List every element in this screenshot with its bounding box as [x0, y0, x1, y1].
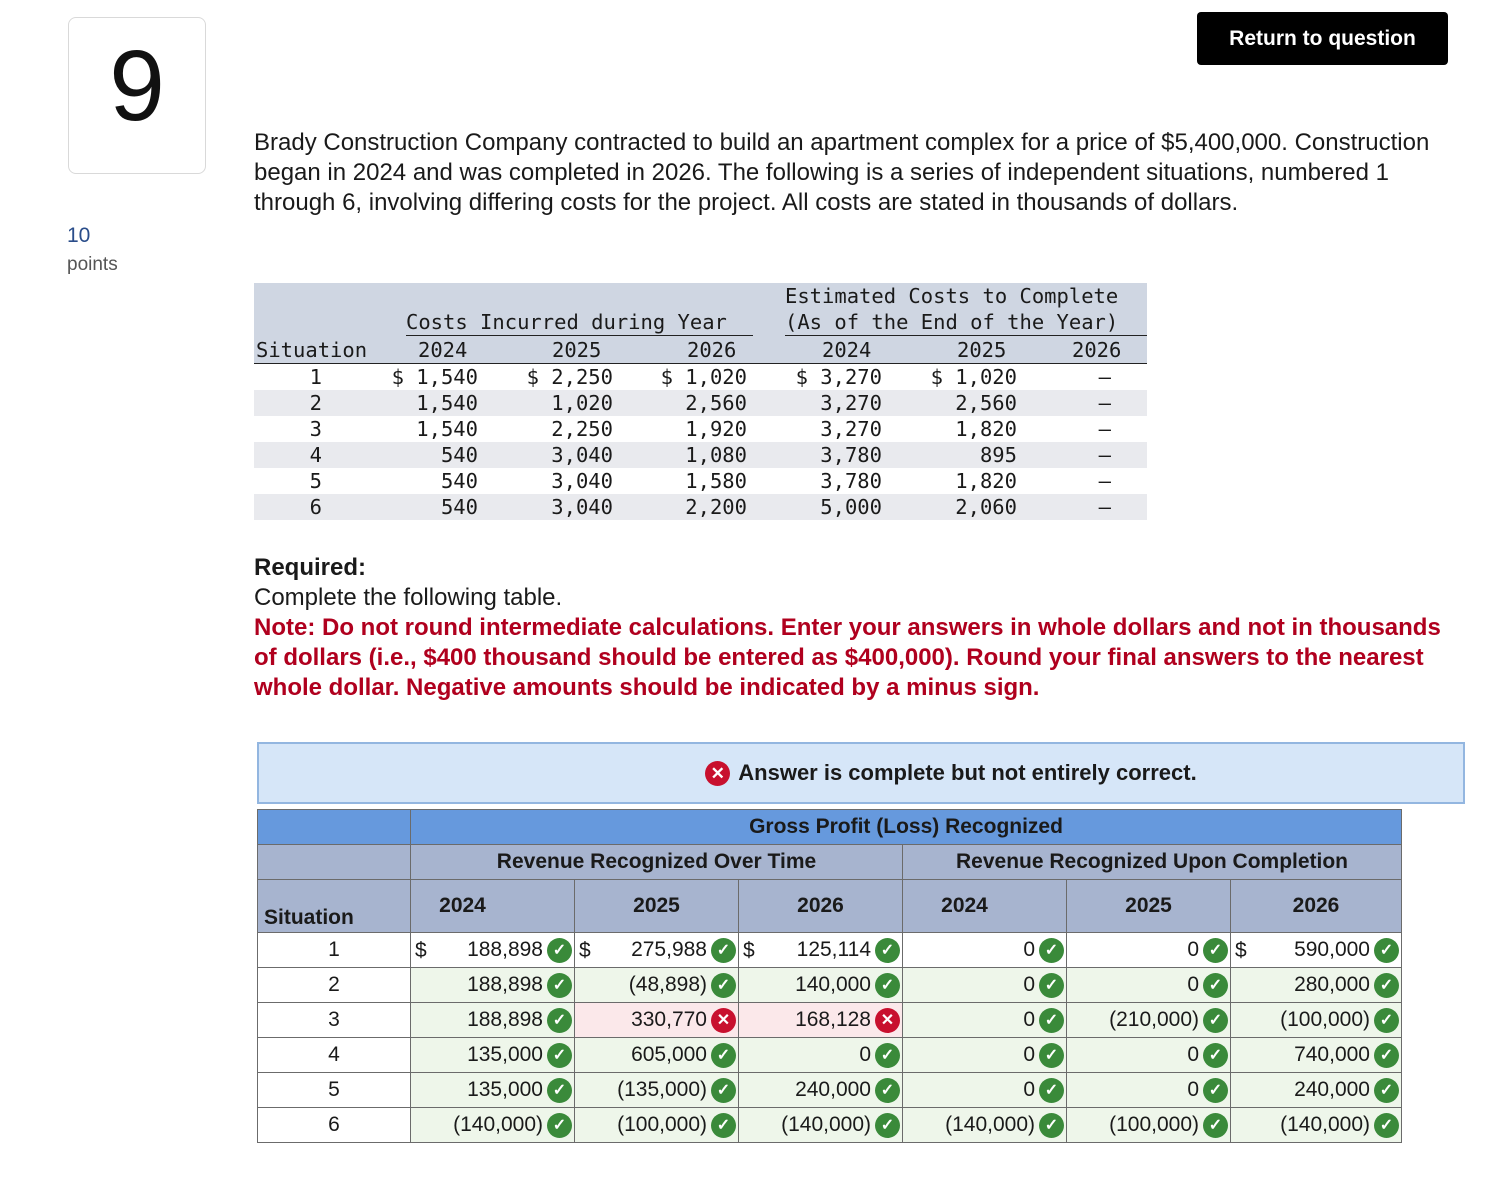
- table-row: [258, 968, 1402, 1003]
- check-circle-icon: ✓: [1374, 1113, 1399, 1138]
- cost-cell: 2,560: [685, 391, 747, 415]
- table-row: [258, 1073, 1402, 1108]
- answer-value: (100,000): [1280, 1008, 1370, 1031]
- answer-value: (140,000): [453, 1113, 543, 1136]
- check-circle-icon: ✓: [711, 973, 736, 998]
- question-number: 9: [109, 29, 165, 142]
- check-circle-icon: ✓: [547, 1113, 572, 1138]
- check-circle-icon: ✓: [875, 1113, 900, 1138]
- cost-cell: 3,270: [820, 391, 882, 415]
- answer-input-cell[interactable]: [1231, 968, 1402, 1003]
- answer-value: 740,000: [1294, 1043, 1370, 1066]
- cost-cell: $ 2,250: [526, 365, 613, 389]
- cost-cell: —: [1098, 495, 1111, 519]
- answer-input-cell[interactable]: [411, 1073, 575, 1108]
- answer-input-cell[interactable]: [1231, 933, 1402, 968]
- situation-number: 4: [309, 443, 322, 467]
- col-situation: Situation: [258, 880, 411, 933]
- answer-value: (100,000): [1109, 1113, 1199, 1136]
- answer-value: (48,898): [628, 973, 707, 996]
- col-year: 2026: [1072, 338, 1122, 362]
- cost-cell: 1,020: [551, 391, 613, 415]
- situation-cell: 3: [258, 1003, 411, 1038]
- answer-input-cell[interactable]: [903, 933, 1067, 968]
- answer-value: 590,000: [1294, 938, 1370, 961]
- answer-input-cell[interactable]: [1067, 1073, 1231, 1108]
- answer-input-cell[interactable]: [1067, 968, 1231, 1003]
- answer-value: 0: [1023, 938, 1035, 961]
- cost-table-header: [254, 283, 1147, 364]
- group-upon-completion: Revenue Recognized Upon Completion: [903, 845, 1402, 880]
- answer-input-cell[interactable]: [575, 1003, 739, 1038]
- answer-input-cell[interactable]: [411, 1038, 575, 1073]
- x-circle-icon: ✕: [875, 1008, 900, 1033]
- cost-cell: 540: [440, 495, 478, 519]
- points-value: 10: [67, 224, 91, 247]
- answer-table-title: Gross Profit (Loss) Recognized: [411, 810, 1402, 845]
- col-year: 2025: [552, 338, 602, 362]
- check-circle-icon: ✓: [547, 1043, 572, 1068]
- answer-table: [257, 809, 1402, 1143]
- answer-value: 0: [1187, 1043, 1199, 1066]
- dollar-sign: $: [743, 939, 755, 962]
- situation-cell: 5: [258, 1073, 411, 1108]
- check-circle-icon: ✓: [711, 1043, 736, 1068]
- group-estimated-costs-sub: (As of the End of the Year): [785, 310, 1119, 334]
- col-year: 2025: [575, 880, 739, 933]
- answer-value: 140,000: [795, 973, 871, 996]
- answer-input-cell[interactable]: [575, 1108, 739, 1143]
- answer-input-cell[interactable]: [1067, 1108, 1231, 1143]
- answer-input-cell[interactable]: [575, 933, 739, 968]
- required-section: [254, 553, 1444, 703]
- situation-number: 6: [309, 495, 322, 519]
- question-number-box: [68, 17, 206, 174]
- answer-input-cell[interactable]: [411, 968, 575, 1003]
- group-costs-incurred: Costs Incurred during Year: [406, 310, 727, 334]
- situation-cell: 6: [258, 1108, 411, 1143]
- answer-value: 0: [1187, 1078, 1199, 1101]
- situation-number: 5: [309, 469, 322, 493]
- answer-input-cell[interactable]: [411, 1108, 575, 1143]
- x-circle-icon: ✕: [711, 1008, 736, 1033]
- answer-input-cell[interactable]: [1231, 1003, 1402, 1038]
- answer-input-cell[interactable]: [1231, 1038, 1402, 1073]
- answer-input-cell[interactable]: [739, 1073, 903, 1108]
- cost-cell: —: [1098, 469, 1111, 493]
- check-circle-icon: ✓: [547, 938, 572, 963]
- cost-cell: 3,780: [820, 469, 882, 493]
- cost-cell: 1,820: [955, 417, 1017, 441]
- check-circle-icon: ✓: [1039, 1008, 1064, 1033]
- cost-cell: $ 3,270: [795, 365, 882, 389]
- situation-cell: 4: [258, 1038, 411, 1073]
- answer-value: 188,898: [467, 938, 543, 961]
- situation-number: 1: [309, 365, 322, 389]
- col-year: 2024: [903, 880, 1067, 933]
- dollar-sign: $: [579, 939, 591, 962]
- cost-cell: —: [1098, 417, 1111, 441]
- group-estimated-costs: Estimated Costs to Complete: [785, 284, 1119, 308]
- cost-cell: 2,250: [551, 417, 613, 441]
- answer-input-cell[interactable]: [903, 1003, 1067, 1038]
- table-row: [258, 933, 1402, 968]
- table-row: [258, 1003, 1402, 1038]
- cost-cell: 1,820: [955, 469, 1017, 493]
- cost-cell: 1,540: [416, 391, 478, 415]
- x-circle-icon: ✕: [705, 761, 730, 786]
- cost-data-table: [254, 283, 1147, 520]
- cost-cell: 5,000: [820, 495, 882, 519]
- check-circle-icon: ✓: [1203, 1113, 1228, 1138]
- cost-cell: 540: [440, 469, 478, 493]
- answer-input-cell[interactable]: [739, 968, 903, 1003]
- answer-value: (210,000): [1109, 1008, 1199, 1031]
- cost-table-row: [254, 468, 1147, 494]
- answer-value: (140,000): [781, 1113, 871, 1136]
- required-text: Complete the following table.: [254, 584, 563, 611]
- table-row: [258, 1038, 1402, 1073]
- answer-value: 240,000: [795, 1078, 871, 1101]
- check-circle-icon: ✓: [711, 938, 736, 963]
- required-note: Note: Do not round intermediate calculations. Enter your answers in whole dollars and not in thousands of dollars (i.e., $400 thousand should be entered as $400,000). Round your final answers to the nearest whole dollar. Negative amounts should be indicated by a minus sign.: [254, 614, 1441, 701]
- check-circle-icon: ✓: [1039, 1043, 1064, 1068]
- cost-table-row: [254, 494, 1147, 520]
- cost-table-row: [254, 364, 1147, 390]
- answer-input-cell[interactable]: [1067, 1003, 1231, 1038]
- situation-cell: 2: [258, 968, 411, 1003]
- answer-input-cell[interactable]: [1067, 933, 1231, 968]
- check-circle-icon: ✓: [547, 973, 572, 998]
- cost-cell: —: [1098, 365, 1111, 389]
- cost-cell: 3,780: [820, 443, 882, 467]
- answer-status-text: Answer is complete but not entirely correct.: [738, 760, 1197, 785]
- check-circle-icon: ✓: [1203, 1043, 1228, 1068]
- question-intro: Brady Construction Company contracted to build an apartment complex for a price of $5,400,000. Construction began in 2024 and was completed in 2026. The following is a series of independent situations, numbered 1 through 6, involving differing costs for the project. All costs are stated in thousands of dollars.: [254, 129, 1430, 216]
- answer-input-cell[interactable]: [903, 1073, 1067, 1108]
- answer-value: (140,000): [1280, 1113, 1370, 1136]
- check-circle-icon: ✓: [1039, 1113, 1064, 1138]
- check-circle-icon: ✓: [1374, 1078, 1399, 1103]
- answer-input-cell[interactable]: [1231, 1108, 1402, 1143]
- answer-value: 605,000: [631, 1043, 707, 1066]
- check-circle-icon: ✓: [875, 973, 900, 998]
- cost-cell: 1,580: [685, 469, 747, 493]
- required-title: Required:: [254, 554, 367, 581]
- answer-value: 188,898: [467, 973, 543, 996]
- check-circle-icon: ✓: [1374, 1008, 1399, 1033]
- cost-cell: 2,060: [955, 495, 1017, 519]
- answer-input-cell[interactable]: [739, 1038, 903, 1073]
- cost-cell: 2,200: [685, 495, 747, 519]
- cost-cell: 3,040: [551, 443, 613, 467]
- check-circle-icon: ✓: [547, 1078, 572, 1103]
- answer-value: 275,988: [631, 938, 707, 961]
- answer-input-cell[interactable]: [411, 1003, 575, 1038]
- answer-input-cell[interactable]: [1067, 1038, 1231, 1073]
- check-circle-icon: ✓: [711, 1078, 736, 1103]
- check-circle-icon: ✓: [1039, 973, 1064, 998]
- check-circle-icon: ✓: [875, 1078, 900, 1103]
- answer-value: 240,000: [1294, 1078, 1370, 1101]
- check-circle-icon: ✓: [875, 938, 900, 963]
- cost-cell: 540: [440, 443, 478, 467]
- answer-value: (140,000): [945, 1113, 1035, 1136]
- cost-cell: 3,040: [551, 495, 613, 519]
- answer-value: 125,114: [796, 938, 871, 961]
- answer-value: 135,000: [467, 1043, 543, 1066]
- answer-input-cell[interactable]: [575, 1073, 739, 1108]
- answer-value: 188,898: [467, 1008, 543, 1031]
- answer-input-cell[interactable]: [903, 968, 1067, 1003]
- answer-input-cell[interactable]: [903, 1108, 1067, 1143]
- check-circle-icon: ✓: [875, 1043, 900, 1068]
- col-year: 2024: [411, 880, 575, 933]
- col-year: 2026: [1231, 880, 1402, 933]
- answer-input-cell[interactable]: [411, 933, 575, 968]
- cost-cell: $ 1,020: [660, 365, 747, 389]
- dollar-sign: $: [1235, 939, 1247, 962]
- answer-value: 0: [1023, 973, 1035, 996]
- cost-cell: —: [1098, 443, 1111, 467]
- check-circle-icon: ✓: [1203, 1078, 1228, 1103]
- answer-input-cell[interactable]: [739, 933, 903, 968]
- col-year: 2026: [739, 880, 903, 933]
- col-situation: Situation: [256, 338, 368, 362]
- answer-value: 135,000: [467, 1078, 543, 1101]
- answer-input-cell[interactable]: [575, 968, 739, 1003]
- return-to-question-button[interactable]: Return to question: [1197, 12, 1448, 65]
- check-circle-icon: ✓: [1203, 938, 1228, 963]
- cost-cell: $ 1,540: [391, 365, 478, 389]
- spacer-cell: [258, 845, 411, 880]
- check-circle-icon: ✓: [1039, 938, 1064, 963]
- answer-value: 280,000: [1294, 973, 1370, 996]
- cost-cell: 3,040: [551, 469, 613, 493]
- answer-value: (135,000): [617, 1078, 707, 1101]
- col-year: 2025: [1067, 880, 1231, 933]
- answer-value: 0: [859, 1043, 871, 1066]
- cost-table-row: [254, 442, 1147, 468]
- situation-number: 3: [309, 417, 322, 441]
- situation-cell: 1: [258, 933, 411, 968]
- answer-value: 0: [1023, 1043, 1035, 1066]
- col-year: 2024: [822, 338, 872, 362]
- cost-table-row: [254, 416, 1147, 442]
- check-circle-icon: ✓: [711, 1113, 736, 1138]
- answer-value: 168,128: [795, 1008, 871, 1031]
- answer-input-cell[interactable]: [575, 1038, 739, 1073]
- answer-value: (100,000): [617, 1113, 707, 1136]
- points-label: points: [67, 254, 118, 275]
- cost-cell: 2,560: [955, 391, 1017, 415]
- answer-value: 0: [1023, 1078, 1035, 1101]
- dollar-sign: $: [415, 939, 427, 962]
- col-year: 2025: [957, 338, 1007, 362]
- check-circle-icon: ✓: [1374, 938, 1399, 963]
- answer-input-cell[interactable]: [739, 1003, 903, 1038]
- answer-input-cell[interactable]: [903, 1038, 1067, 1073]
- table-row: [258, 1108, 1402, 1143]
- cost-cell: 895: [979, 443, 1017, 467]
- check-circle-icon: ✓: [1039, 1078, 1064, 1103]
- answer-value: 0: [1187, 938, 1199, 961]
- col-year: 2026: [687, 338, 737, 362]
- cost-cell: $ 1,020: [930, 365, 1017, 389]
- answer-value: 330,770: [631, 1008, 707, 1031]
- cost-cell: 1,540: [416, 417, 478, 441]
- group-over-time: Revenue Recognized Over Time: [411, 845, 903, 880]
- cost-table-row: [254, 390, 1147, 416]
- cost-cell: 1,920: [685, 417, 747, 441]
- situation-number: 2: [309, 391, 322, 415]
- check-circle-icon: ✓: [1203, 973, 1228, 998]
- answer-input-cell[interactable]: [1231, 1073, 1402, 1108]
- answer-value: 0: [1187, 973, 1199, 996]
- answer-input-cell[interactable]: [739, 1108, 903, 1143]
- col-year: 2024: [418, 338, 468, 362]
- corner-cell: [258, 810, 411, 845]
- cost-cell: —: [1098, 391, 1111, 415]
- check-circle-icon: ✓: [1374, 973, 1399, 998]
- answer-status-banner: [257, 742, 1465, 804]
- cost-cell: 3,270: [820, 417, 882, 441]
- check-circle-icon: ✓: [1374, 1043, 1399, 1068]
- answer-value: 0: [1023, 1008, 1035, 1031]
- check-circle-icon: ✓: [1203, 1008, 1228, 1033]
- check-circle-icon: ✓: [547, 1008, 572, 1033]
- cost-cell: 1,080: [685, 443, 747, 467]
